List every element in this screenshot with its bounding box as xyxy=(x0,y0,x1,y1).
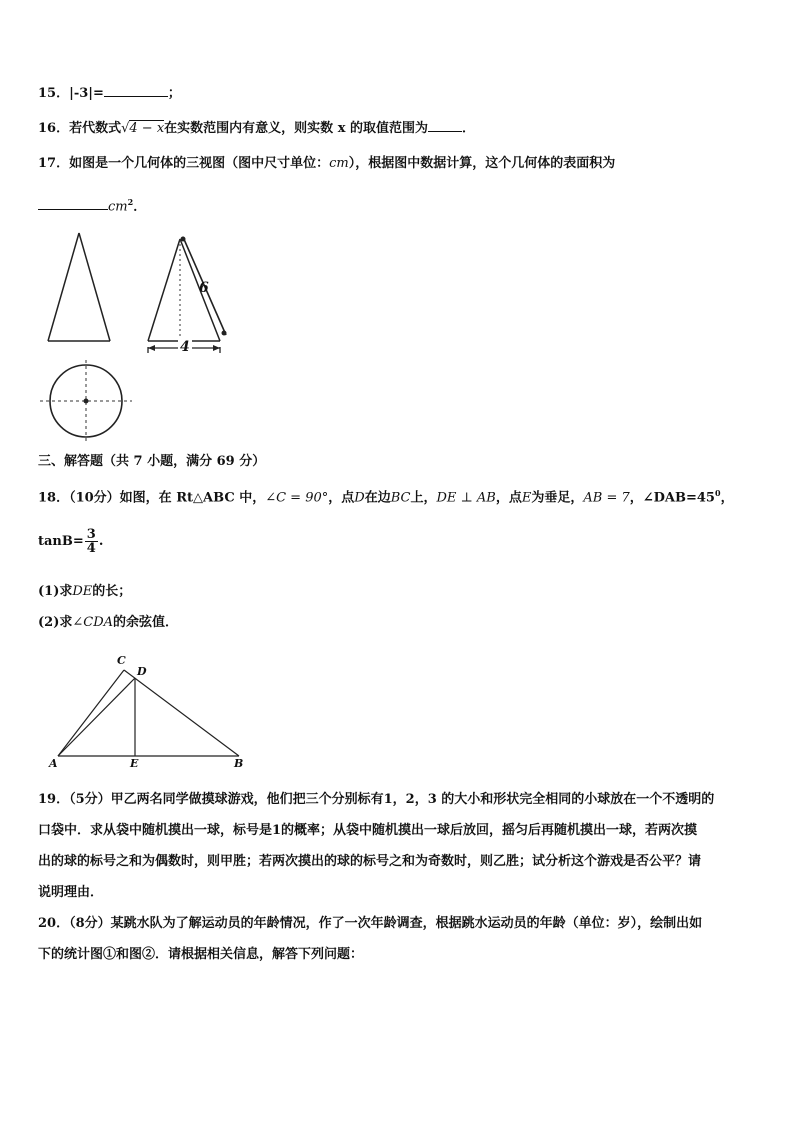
question-15: 15．|-3|= ； xyxy=(38,86,181,101)
question-18-part-2: (2)求∠CDA的余弦值． xyxy=(38,615,179,630)
question-20-line-1: 20．（8分）某跳水队为了解运动员的年龄情况，作了一次年龄调查，根据跳水运动员的年龄（单位：岁），绘制出如 xyxy=(38,916,703,931)
triangle-figure xyxy=(44,650,254,775)
front-view-figure xyxy=(40,225,120,345)
top-view-figure xyxy=(38,360,138,442)
slant-height-label: 6 xyxy=(199,280,209,296)
question-17-answer: $cm^2$． xyxy=(38,193,146,216)
question-18-tan: tanB= $\frac{3}{4}$ . xyxy=(38,527,104,556)
question-19-line-4: 说明理由． xyxy=(38,885,104,900)
question-18: 18．（10分）如图，在 Rt△ABC 中，∠C = 90°，点D在边BC上，DE ⊥ AB，点E为垂足，AB = 7，$\angle DAB=45^0$， xyxy=(38,488,734,506)
question-19-line-1: 19．（5分）甲乙两名同学做摸球游戏，他们把三个分别标有1，2，3 的大小和形状完全相同的小球放在一个不透明的 xyxy=(38,792,715,807)
vertex-a-label: A xyxy=(49,757,58,770)
question-19-line-2: 口袋中．求从袋中随机摸出一球，标号是1的概率；从袋中随机摸出一球后放回，摇匀后再随机摸出一球，若两次摸 xyxy=(38,823,698,838)
answer-blank xyxy=(428,119,462,132)
question-19-line-3: 出的球的标号之和为偶数时，则甲胜；若两次摸出的球的标号之和为奇数时，则乙胜；试分析这个游戏是否公平？请 xyxy=(38,854,702,869)
vertex-c-label: C xyxy=(117,654,126,667)
question-20-line-2: 下的统计图①和图②．请根据相关信息，解答下列问题： xyxy=(38,947,364,962)
vertex-e-label: E xyxy=(130,757,139,770)
section-heading: 三、解答题（共 7 小题，满分 69 分） xyxy=(38,454,266,469)
question-16: 16．若代数式√4 − x在实数范围内有意义，则实数 x 的取值范围为 ． xyxy=(38,121,475,136)
fraction: $\frac{3}{4}$ xyxy=(86,527,96,556)
sqrt-expression: √4 − x xyxy=(121,121,165,136)
vertex-b-label: B xyxy=(234,757,244,770)
answer-blank xyxy=(104,84,168,97)
question-17: 17．如图是一个几何体的三视图（图中尺寸单位：cm），根据图中数据计算，这个几何体的表面积为 xyxy=(38,156,616,171)
vertex-d-label: D xyxy=(137,665,147,678)
answer-blank xyxy=(38,197,108,210)
base-width-label: 4 xyxy=(180,339,190,355)
question-18-part-1: (1)求DE的长； xyxy=(38,584,132,599)
